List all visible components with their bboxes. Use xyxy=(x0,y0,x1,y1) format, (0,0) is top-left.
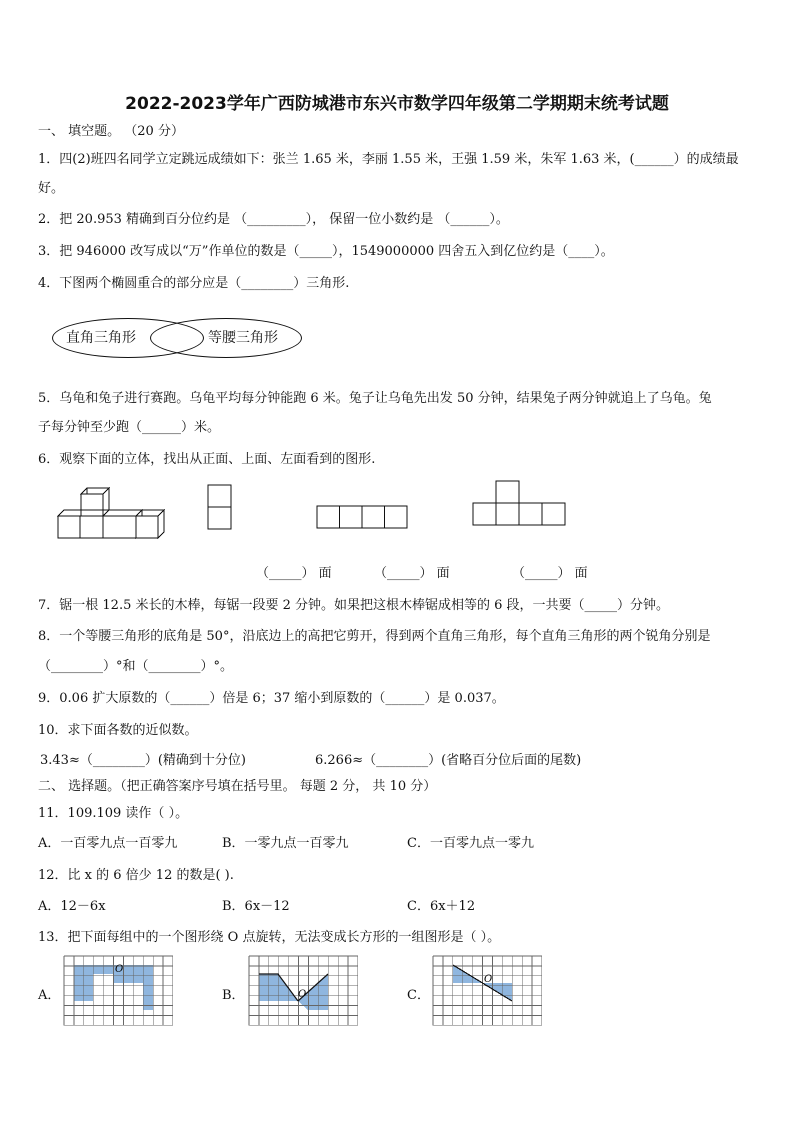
question-8-line-2: （________）°和（________）°。 xyxy=(38,659,234,674)
q11-option-a: A．一百零九点一百零九 xyxy=(38,836,178,851)
rotation-point-o-a: O xyxy=(115,964,124,975)
question-9: 9．0.06 扩大原数的（______）倍是 6；37 缩小到原数的（______）是 0.037。 xyxy=(38,691,505,706)
q12-option-c: C．6x＋12 xyxy=(407,899,476,914)
question-2: 2．把 20.953 精确到百分位约是 （_________）， 保留一位小数约是 （______）。 xyxy=(38,212,509,227)
question-1-line-2: 好。 xyxy=(38,181,65,196)
view-blank-1: （_____） 面 xyxy=(256,566,332,581)
view-figure-2 xyxy=(316,505,410,530)
question-11: 11．109.109 读作（ ）。 xyxy=(38,806,189,821)
question-1-line-1: 1．四(2)班四名同学立定跳远成绩如下：张兰 1.65 米，李丽 1.55 米，王强 1.59 米，朱军 1.63 米，(______）的成绩最 xyxy=(38,152,739,167)
solid-figure-3d xyxy=(56,484,168,544)
q13-grid-b xyxy=(248,955,358,1027)
question-4: 4．下图两个椭圆重合的部分应是（________）三角形. xyxy=(38,276,350,291)
rotation-point-o-b: O xyxy=(298,989,307,1000)
view-blank-2: （_____） 面 xyxy=(374,566,450,581)
question-10-part-a: 3.43≈（________）(精确到十分位) xyxy=(40,753,246,768)
section-1-header: 一、 填空题。 （20 分） xyxy=(38,124,184,139)
view-blank-3: （_____） 面 xyxy=(512,566,588,581)
q11-option-c: C．一百零九点一零九 xyxy=(407,836,534,851)
view-figure-3 xyxy=(472,480,568,528)
question-8-line-1: 8．一个等腰三角形的底角是 50°，沿底边上的高把它剪开，得到两个直角三角形，每个直角三角形的两个锐角分别是 xyxy=(38,629,711,644)
question-5-line-2: 子每分钟至少跑（______）米。 xyxy=(38,420,221,435)
q13-grid-c xyxy=(432,955,542,1027)
question-10: 10．求下面各数的近似数。 xyxy=(38,723,198,738)
ellipse-right-label: 等腰三角形 xyxy=(208,330,278,346)
q12-option-a: A．12－6x xyxy=(38,899,106,914)
question-7: 7．锯一根 12.5 米长的木棒，每锯一段要 2 分钟。如果把这根木棒锯成相等的 6 段，一共要（_____）分钟。 xyxy=(38,598,670,613)
question-3: 3．把 946000 改写成以“万”作单位的数是（_____），1549000000 四舍五入到亿位约是（____）。 xyxy=(38,244,614,259)
ellipse-left-label: 直角三角形 xyxy=(66,330,136,346)
question-10-part-b: 6.266≈（________）(省略百分位后面的尾数) xyxy=(315,753,582,768)
q13-option-c-label: C． xyxy=(407,988,430,1003)
question-12: 12．比 x 的 6 倍少 12 的数是( ). xyxy=(38,868,234,883)
question-5-line-1: 5．乌龟和兔子进行赛跑。乌龟平均每分钟能跑 6 米。兔子让乌龟先出发 50 分钟，结果兔子两分钟就追上了乌龟。兔 xyxy=(38,391,712,406)
rotation-point-o-c: O xyxy=(484,974,493,985)
q13-grid-a xyxy=(63,955,173,1027)
question-13: 13．把下面每组中的一个图形绕 O 点旋转，无法变成长方形的一组图形是（ ）。 xyxy=(38,930,501,945)
question-6: 6．观察下面的立体，找出从正面、上面、左面看到的图形. xyxy=(38,452,376,467)
q13-option-a-label: A． xyxy=(38,988,61,1003)
q11-option-b: B．一零九点一百零九 xyxy=(222,836,349,851)
section-2-header: 二、 选择题。（把正确答案序号填在括号里。 每题 2 分， 共 10 分） xyxy=(38,779,437,794)
q12-option-b: B．6x－12 xyxy=(222,899,290,914)
q13-option-b-label: B． xyxy=(222,988,245,1003)
page-title: 2022-2023学年广西防城港市东兴市数学四年级第二学期期末统考试题 xyxy=(125,94,669,114)
view-figure-1 xyxy=(207,484,233,532)
